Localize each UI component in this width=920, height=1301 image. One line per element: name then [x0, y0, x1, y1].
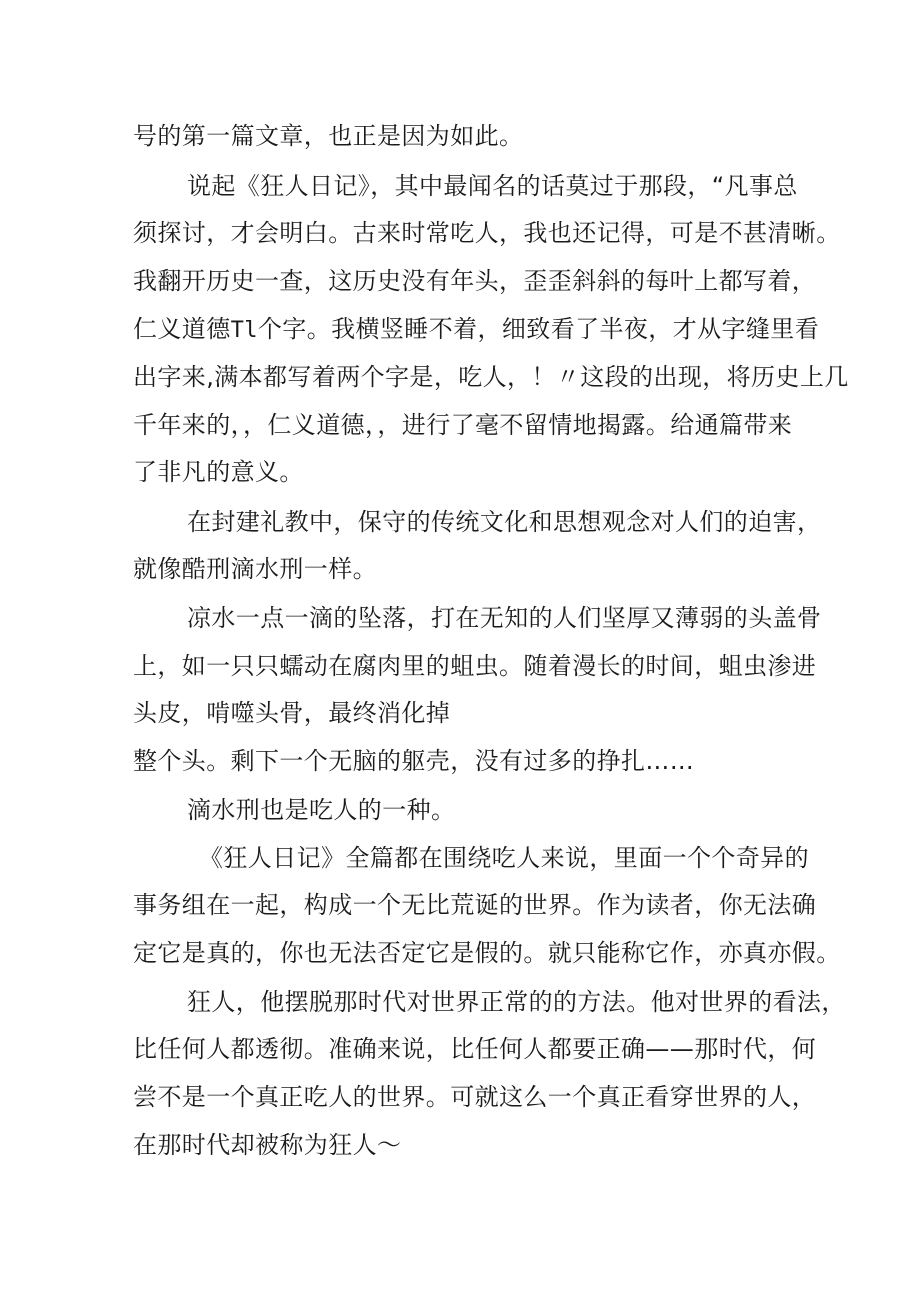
text-line: 比任何人都透彻。准确来说，比任何人都要正确——那时代，何	[133, 1035, 817, 1063]
text-line: 尝不是一个真正吃人的世界。可就这么一个真正看穿世界的人，	[133, 1083, 817, 1111]
text-line: 我翻开历史一查，这历史没有年头，歪歪斜斜的每叶上都写着，	[133, 267, 817, 295]
text-line: 须探讨，才会明白。古来时常吃人，我也还记得，可是不甚清晰。	[133, 219, 841, 247]
text-line: 出字来,满本都写着两个字是，吃人，！〃这段的出现，将历史上几	[133, 363, 849, 391]
text-line	[133, 313, 819, 347]
paragraph-start-line: 狂人，他摆脱那时代对世界正常的的方法。他对世界的看法，	[187, 988, 846, 1016]
text-line: 定它是真的，你也无法否定它是假的。就只能称它作，亦真亦假。	[133, 939, 841, 967]
text-line: 就像酷刑滴水刑一样。	[133, 555, 377, 583]
text-line: 千年来的，，仁义道德，，进行了毫不留情地揭露。给通篇带来	[133, 411, 793, 439]
text-line: 上，如一只只蠕动在腐肉里的蛆虫。随着漫长的时间，蛆虫渗进	[133, 652, 817, 680]
paragraph-start-line: 说起《狂人日记》，其中最闻名的话莫过于那段，“凡事总	[187, 172, 798, 200]
ocr-artifact-text: Tl	[230, 318, 258, 343]
text-fragment: 个字。我横竖睡不着，细致看了半夜，才从字缝里看	[257, 315, 820, 343]
text-line: 事务组在一起，构成一个无比荒诞的世界。作为读者，你无法确	[133, 891, 817, 919]
paragraph-start-line: 《狂人日记》全篇都在围绕吃人来说，里面一个个奇异的	[199, 844, 809, 872]
text-fragment: 仁义道德	[133, 315, 231, 343]
paragraph-start-line: 凉水一点一滴的坠落，打在无知的人们坚厚又薄弱的头盖骨	[187, 604, 822, 632]
text-line: 头皮，啃噬头骨，最终消化掉	[133, 699, 451, 727]
text-line: 在那时代却被称为狂人〜	[133, 1131, 402, 1159]
text-line: 号的第一篇文章，也正是因为如此。	[133, 122, 524, 150]
text-line: 整个头。剩下一个无脑的躯壳，没有过多的挣扎……	[133, 747, 695, 775]
paragraph-start-line: 在封建礼教中，保守的传统文化和思想观念对人们的迫害，	[187, 508, 822, 536]
text-line: 了非凡的意义。	[133, 458, 304, 486]
paragraph-start-line: 滴水刑也是吃人的一种。	[187, 796, 456, 824]
